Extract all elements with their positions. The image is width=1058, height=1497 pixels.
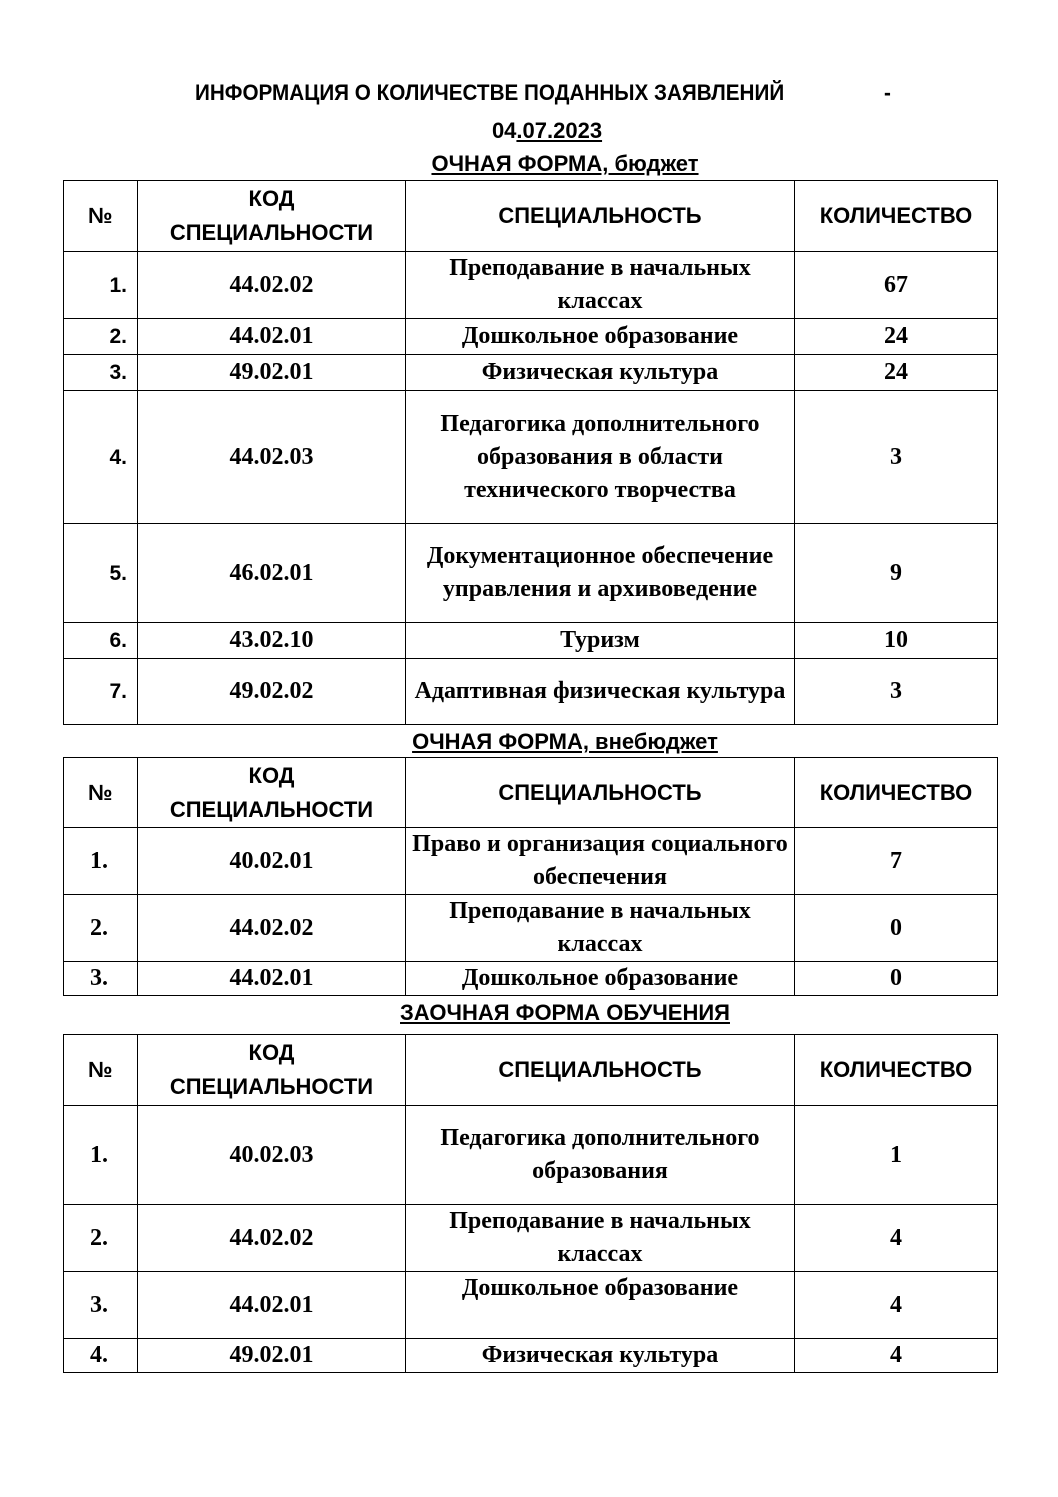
table-row [64,1272,998,1339]
row-count: 24 [795,355,998,391]
row-num: 1. [64,1106,138,1205]
row-num: 7. [64,659,138,725]
header-specialty: СПЕЦИАЛЬНОСТЬ [406,181,795,252]
row-count: 10 [795,623,998,659]
table-row [64,1106,998,1205]
row-count: 24 [795,319,998,355]
row-code: 44.02.02 [138,1205,406,1272]
row-specialty: Преподавание в начальных классах [406,895,795,962]
row-count: 4 [795,1205,998,1272]
row-count: 0 [795,895,998,962]
row-num: 1. [64,252,138,319]
header-specialty: СПЕЦИАЛЬНОСТЬ [406,1035,795,1106]
row-code: 44.02.02 [138,895,406,962]
row-specialty: Преподавание в начальных классах [406,1205,795,1272]
table-row [64,828,998,895]
row-specialty: Дошкольное образование [406,319,795,355]
row-specialty: Преподавание в начальных классах [406,252,795,319]
section-title-fulltime-paid: ОЧНАЯ ФОРМА, внебюджет [412,729,718,754]
row-code: 44.02.01 [138,962,406,996]
table-header-row [64,181,998,252]
row-code: 46.02.01 [138,524,406,623]
row-num: 6. [64,623,138,659]
row-num: 4. [64,1339,138,1373]
row-specialty: Документационное обеспечение управления и архивоведение [406,524,795,623]
table-row [64,252,998,319]
table-row [64,319,998,355]
table-row [64,391,998,524]
row-code: 44.02.03 [138,391,406,524]
row-num: 4. [64,391,138,524]
row-code: 40.02.01 [138,828,406,895]
row-count: 3 [795,391,998,524]
document-title [195,80,909,106]
header-count: КОЛИЧЕСТВО [795,1035,998,1106]
row-specialty: Дошкольное образование [406,1272,795,1339]
row-count: 4 [795,1272,998,1339]
table-row [64,895,998,962]
row-specialty: Адаптивная физическая культура [406,659,795,725]
row-num: 2. [64,319,138,355]
row-specialty: Физическая культура [406,355,795,391]
header-specialty: СПЕЦИАЛЬНОСТЬ [406,758,795,828]
table-row [64,659,998,725]
row-code: 43.02.10 [138,623,406,659]
header-code: КОД СПЕЦИАЛЬНОСТИ [138,1035,406,1106]
row-num: 5. [64,524,138,623]
table-fulltime-budget [63,180,998,725]
table-fulltime-paid [63,757,998,996]
row-specialty: Физическая культура [406,1339,795,1373]
table-row [64,962,998,996]
table-header-row [64,758,998,828]
header-count: КОЛИЧЕСТВО [795,758,998,828]
header-code: КОД СПЕЦИАЛЬНОСТИ [138,758,406,828]
table-header-row [64,1035,998,1106]
header-num: № [64,758,138,828]
row-code: 44.02.01 [138,1272,406,1339]
row-count: 3 [795,659,998,725]
row-num: 1. [64,828,138,895]
row-code: 40.02.03 [138,1106,406,1205]
row-num: 2. [64,895,138,962]
row-count: 7 [795,828,998,895]
row-code: 49.02.01 [138,355,406,391]
row-specialty: Педагогика дополнительного образования [406,1106,795,1205]
row-code: 49.02.02 [138,659,406,725]
header-num: № [64,181,138,252]
table-row [64,623,998,659]
date-prefix: 04 [491,118,517,143]
row-count: 67 [795,252,998,319]
table-row [64,524,998,623]
table-correspondence [63,1034,998,1373]
row-count: 1 [795,1106,998,1205]
section-title-fulltime-budget: ОЧНАЯ ФОРМА, бюджет [431,151,699,176]
date-rest: .07.2023 [516,118,603,143]
row-num: 3. [64,355,138,391]
header-num: № [64,1035,138,1106]
row-num: 2. [64,1205,138,1272]
row-specialty: Дошкольное образование [406,962,795,996]
row-specialty: Право и организация социального обеспечения [406,828,795,895]
section-title-correspondence: ЗАОЧНАЯ ФОРМА ОБУЧЕНИЯ [400,1000,730,1025]
header-count: КОЛИЧЕСТВО [795,181,998,252]
row-count: 9 [795,524,998,623]
row-code: 44.02.01 [138,319,406,355]
row-specialty: Туризм [406,623,795,659]
row-code: 44.02.02 [138,252,406,319]
row-num: 3. [64,962,138,996]
title-text: ИНФОРМАЦИЯ О КОЛИЧЕСТВЕ ПОДАННЫХ ЗАЯВЛЕНИЙ [195,80,785,105]
document-date [0,118,1058,144]
row-specialty: Педагогика дополнительного образования в области технического творчества [406,391,795,524]
row-count: 0 [795,962,998,996]
table-row [64,1339,998,1373]
header-code: КОД СПЕЦИАЛЬНОСТИ [138,181,406,252]
table-row [64,355,998,391]
row-count: 4 [795,1339,998,1373]
row-code: 49.02.01 [138,1339,406,1373]
row-num: 3. [64,1272,138,1339]
table-row [64,1205,998,1272]
title-dash: - [884,80,891,105]
